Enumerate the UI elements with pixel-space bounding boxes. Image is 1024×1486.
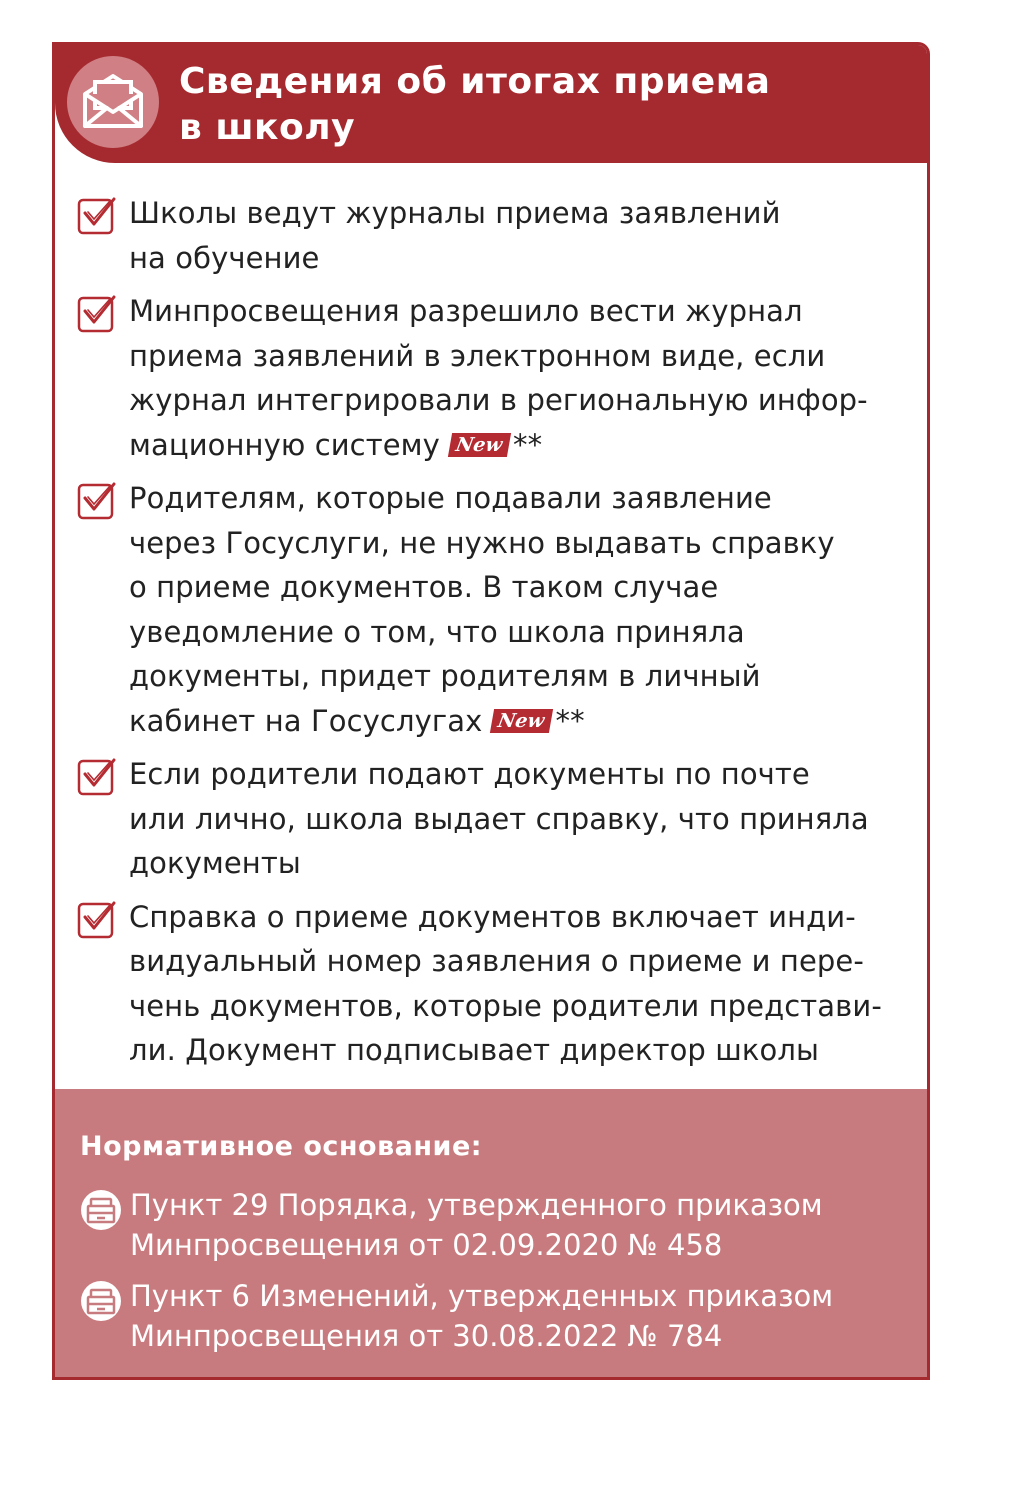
checklist-item-line: через Госуслуги, не нужно выдавать справку <box>129 525 835 560</box>
envelope-icon <box>67 56 159 148</box>
card-header <box>55 45 927 163</box>
checklist-item-line: кабинет на Госуслугах <box>129 703 483 738</box>
document-stack-icon <box>80 1189 122 1231</box>
checklist-item <box>77 476 907 743</box>
checklist <box>77 191 907 1082</box>
checklist-item <box>77 752 907 886</box>
check-icon <box>77 293 117 333</box>
reference-line: Пункт 6 Изменений, утвержденных приказом <box>130 1279 834 1313</box>
checklist-item <box>77 191 907 280</box>
checklist-item-line: на обучение <box>129 240 320 275</box>
check-icon <box>77 195 117 235</box>
info-card <box>52 42 930 1380</box>
reference-line: Минпросвещения от 02.09.2020 № 458 <box>130 1228 723 1262</box>
checklist-item <box>77 895 907 1073</box>
legal-basis-title: Нормативное основание: <box>80 1131 483 1162</box>
check-icon <box>77 756 117 796</box>
checklist-item-line: Родителям, которые подавали заявление <box>129 481 772 515</box>
checklist-item-line: о приеме документов. В таком случае <box>129 570 719 604</box>
reference-line: Пункт 29 Порядка, утвержденного приказом <box>130 1188 823 1222</box>
check-icon <box>77 480 117 520</box>
checklist-item-line: чень документов, которые родители представи- <box>129 988 882 1023</box>
checklist-item-line: документы <box>129 846 301 880</box>
checklist-item-line: мационную систему <box>129 427 440 462</box>
footnote-marker: ** <box>513 427 543 462</box>
page-title <box>179 59 879 151</box>
checklist-item-line: Школы ведут журналы приема заявлений <box>129 196 781 230</box>
checklist-item-line-with-badge <box>129 423 907 468</box>
checklist-item-line: уведомление о том, что школа приняла <box>129 614 745 649</box>
footnote-marker: ** <box>555 703 585 738</box>
checklist-item-line: приема заявлений в электронном виде, если <box>129 338 826 373</box>
checklist-item-line: ли. Документ подписывает директор школы <box>129 1033 819 1067</box>
scallop-divider <box>55 1075 927 1103</box>
document-stack-icon <box>80 1280 122 1322</box>
reference-line: Минпросвещения от 30.08.2022 № 784 <box>130 1319 723 1353</box>
checklist-item-line: Если родители подают документы по почте <box>129 757 810 791</box>
legal-basis-section <box>55 1089 927 1380</box>
checklist-item-line: или лично, школа выдает справку, что приняла <box>129 801 869 836</box>
new-badge: New <box>448 433 511 457</box>
check-icon <box>77 899 117 939</box>
checklist-item-line: Минпросвещения разрешило вести журнал <box>129 294 803 328</box>
checklist-item-line: документы, придет родителям в личный <box>129 659 761 693</box>
title-line-1: Сведения об итогах приема <box>179 61 771 102</box>
new-badge: New <box>490 709 553 733</box>
checklist-item-line-with-badge <box>129 699 907 744</box>
checklist-item-line: журнал интегрировали в региональную инфор- <box>129 383 868 417</box>
checklist-item <box>77 289 907 467</box>
title-line-2: в школу <box>179 107 356 148</box>
checklist-item-line: видуальный номер заявления о приеме и пере- <box>129 944 864 978</box>
checklist-item-line: Справка о приеме документов включает инди- <box>129 899 856 934</box>
